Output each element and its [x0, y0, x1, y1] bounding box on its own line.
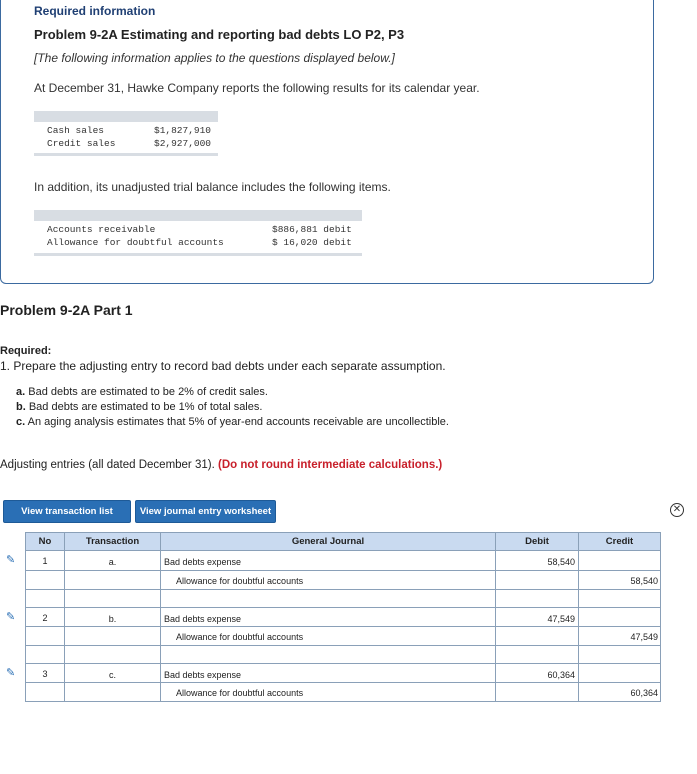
entry-3-debit-account[interactable]: Bad debts expense — [164, 670, 242, 680]
entry-1-debit-account[interactable]: Bad debts expense — [164, 557, 242, 567]
column-header-debit: Debit — [495, 532, 579, 551]
entry-3-debit[interactable]: 60,364 — [547, 670, 575, 680]
intro-text: At December 31, Hawke Company reports the following results for its calendar year. — [34, 81, 480, 95]
entry-2-debit[interactable]: 47,549 — [547, 614, 575, 624]
required-text: 1. Prepare the adjusting entry to record bad debts under each separate assumption. — [0, 359, 446, 373]
edit-pencil-icon[interactable]: ✎ — [6, 611, 16, 623]
sales-table-top-band — [34, 111, 218, 122]
edit-pencil-icon[interactable]: ✎ — [6, 667, 16, 679]
assumption-c: c. An aging analysis estimates that 5% of year-end accounts receivable are uncollectible. — [16, 416, 449, 428]
entry-1-credit-account[interactable]: Allowance for doubtful accounts — [176, 576, 304, 586]
required-information-heading: Required information — [34, 4, 156, 18]
adjusting-note: (Do not round intermediate calculations.) — [217, 459, 443, 471]
applies-note: [The following information applies to the questions displayed below.] — [34, 51, 395, 65]
entry-1-debit[interactable]: 58,540 — [547, 557, 575, 567]
balance-table-bottom-line — [34, 253, 362, 256]
column-header-no: No — [25, 532, 65, 551]
required-heading: Required: — [0, 345, 52, 357]
entry-1-transaction: a. — [108, 557, 117, 567]
table-row — [25, 627, 661, 646]
sales-table-bottom-line — [34, 153, 218, 156]
entry-1-credit[interactable]: 58,540 — [630, 576, 658, 586]
balance-value-allowance: $ 16,020 debit — [272, 237, 352, 248]
table-row — [25, 683, 661, 702]
entry-2-credit[interactable]: 47,549 — [630, 632, 658, 642]
sales-value-credit: $2,927,000 — [154, 138, 212, 149]
assumption-b: b. Bad debts are estimated to be 1% of total sales. — [16, 401, 263, 413]
entry-3-credit-account[interactable]: Allowance for doubtful accounts — [176, 688, 304, 698]
balance-table-top-band — [34, 210, 362, 221]
close-icon[interactable]: ✕ — [670, 503, 684, 517]
view-transaction-list-button[interactable]: View transaction list — [3, 500, 131, 523]
balance-label-allowance: Allowance for doubtful accounts — [47, 237, 224, 248]
column-header-general-journal: General Journal — [160, 532, 496, 551]
sales-value-cash: $1,827,910 — [154, 125, 212, 136]
entry-3-no: 3 — [42, 669, 48, 679]
problem-title: Problem 9-2A Estimating and reporting bad debts LO P2, P3 — [34, 27, 405, 42]
journal-table — [0, 532, 661, 702]
column-header-transaction: Transaction — [64, 532, 161, 551]
table-row-spacer — [25, 590, 661, 608]
balance-value-ar: $886,881 debit — [272, 224, 352, 235]
sales-label-cash: Cash sales — [47, 125, 105, 136]
entry-2-credit-account[interactable]: Allowance for doubtful accounts — [176, 632, 304, 642]
sales-label-credit: Credit sales — [47, 138, 116, 149]
entry-2-no: 2 — [42, 613, 48, 623]
entry-3-credit[interactable]: 60,364 — [630, 688, 658, 698]
view-journal-entry-worksheet-button[interactable]: View journal entry worksheet — [135, 500, 276, 523]
entry-2-debit-account[interactable]: Bad debts expense — [164, 614, 242, 624]
assumption-a: a. Bad debts are estimated to be 2% of credit sales. — [16, 386, 268, 398]
edit-pencil-icon[interactable]: ✎ — [6, 554, 16, 566]
adjusting-entries-text: Adjusting entries (all dated December 31). (Do not round intermediate calculations.) — [0, 459, 443, 471]
table-row — [25, 571, 661, 590]
entry-3-transaction: c. — [108, 670, 116, 680]
entry-2-transaction: b. — [108, 614, 117, 624]
additional-text: In addition, its unadjusted trial balance includes the following items. — [34, 180, 391, 194]
balance-label-ar: Accounts receivable — [47, 224, 156, 235]
table-row-spacer — [25, 646, 661, 664]
part-title: Problem 9-2A Part 1 — [0, 302, 133, 318]
column-header-credit: Credit — [578, 532, 661, 551]
entry-1-no: 1 — [42, 556, 48, 566]
